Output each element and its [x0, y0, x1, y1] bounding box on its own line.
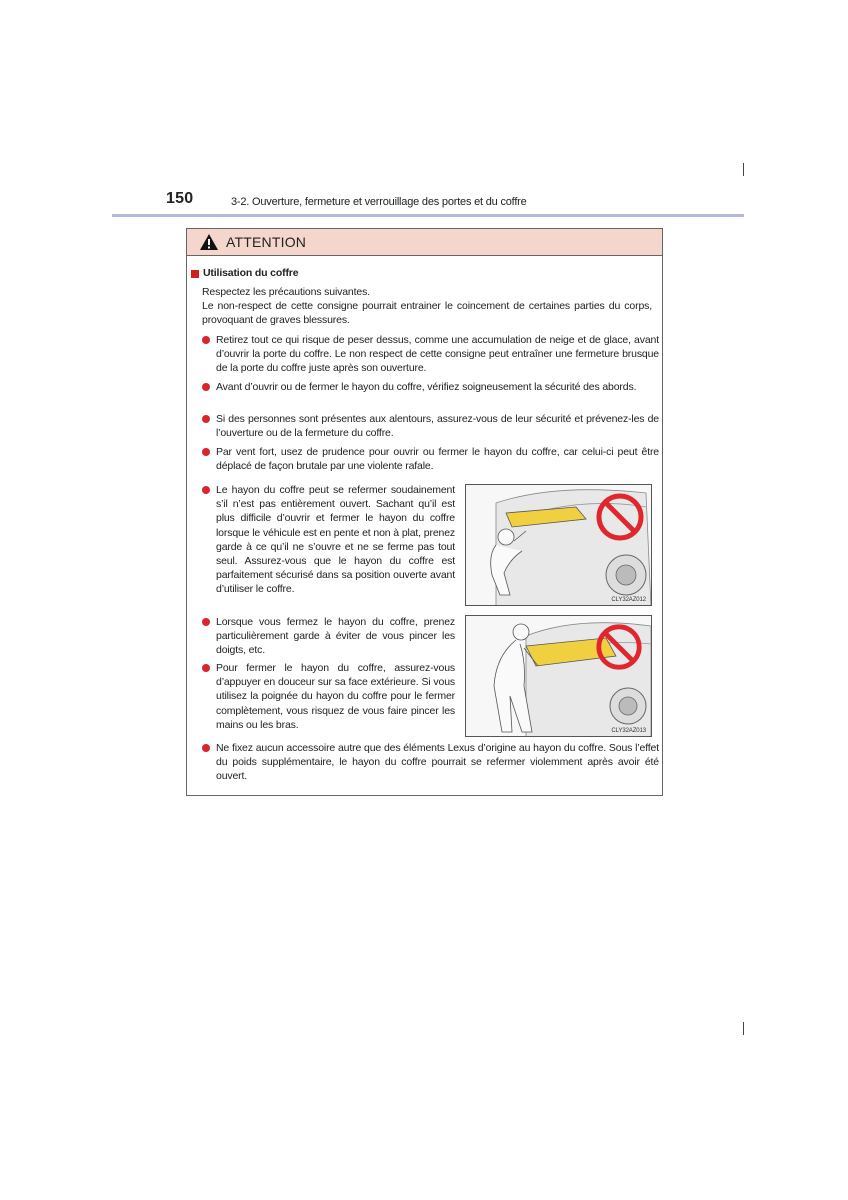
page-number: 150 [166, 190, 194, 207]
bullet-text: Lorsque vous fermez le hayon du coffre, prenez particulièrement garde à éviter de vous pincer les doigts, etc. [216, 616, 455, 657]
warning-title: ATTENTION [226, 234, 307, 250]
illustration-tailgate-opening [465, 484, 652, 606]
bullet-text: Pour fermer le hayon du coffre, assurez-vous d’appuyer en douceur sur sa face extérieure. Si vous utilisez la poignée du hayon du coffre pour le fermer complètement, vous risquez de vous faire pincer les mains ou les bras. [216, 662, 455, 731]
section-title: 3-2. Ouverture, fermeture et verrouillage des portes et du coffre [231, 196, 527, 208]
crop-mark-bottom [743, 1022, 744, 1035]
bullet-text: Avant d’ouvrir ou de fermer le hayon du coffre, vérifiez soigneusement la sécurité des abords. [216, 381, 637, 393]
crop-mark-top [743, 163, 744, 176]
bullet-text: Par vent fort, usez de prudence pour ouvrir ou fermer le hayon du coffre, car celui-ci peut être déplacé de façon brutale par une violente rafale. [216, 446, 659, 473]
bullet-text: Le hayon du coffre peut se refermer soudainement s’il n’est pas entièrement ouvert. Sachant qu’il est plus difficile d’ouvrir et fermer le hayon du coffre lorsque le véhicule est en pente et non à plat, prenez garde à ce qu’il ne s’ouvre et ne se ferme pas tout seul. Assurez-vous que le hayon du coffre est parfaitement sécurisé dans sa position ouverte avant d’utiliser le coffre. [216, 484, 455, 596]
warning-triangle-icon [199, 233, 219, 251]
bullet-dot [202, 336, 210, 344]
bullet-dot [202, 383, 210, 391]
bullet-dot [202, 486, 210, 494]
warning-subheading: Utilisation du coffre [203, 267, 299, 279]
bullet-dot [202, 448, 210, 456]
bullet-dot [202, 415, 210, 423]
intro-line-2: Le non-respect de cette consigne pourrait entrainer le coincement de certaines parties du corps, provoquant de graves blessures. [202, 300, 652, 327]
no-symbol-icon [594, 491, 646, 543]
header-rule [112, 214, 744, 217]
figure-code: CLY32AZ012 [611, 597, 646, 603]
bullet-text: Ne fixez aucun accessoire autre que des éléments Lexus d’origine au hayon du coffre. Sous l’effet du poids supplémentaire, le hayon du coffre pourrait se refermer violemment après avoir été ouvert. [216, 742, 659, 783]
bullet-dot [202, 744, 210, 752]
illustration-tailgate-closing [465, 615, 652, 737]
intro-line-1: Respectez les précautions suivantes. [202, 286, 370, 298]
intro-text [202, 285, 652, 328]
heading-square-marker [191, 270, 199, 278]
bullet-text: Si des personnes sont présentes aux alentours, assurez-vous de leur sécurité et prévenez-les de l’ouverture ou de la fermeture du coffre. [216, 413, 659, 440]
bullet-dot [202, 618, 210, 626]
warning-header [187, 229, 662, 256]
bullet-dot [202, 664, 210, 672]
figure-code: CLY32AZ013 [611, 728, 646, 734]
bullet-text: Retirez tout ce qui risque de peser dessus, comme une accumulation de neige et de glace, avant d’ouvrir la porte du coffre. Le non respect de cette consigne peut entraîner une fermeture brusque de la porte du coffre juste après son ouverture. [216, 334, 659, 375]
no-symbol-icon [594, 622, 644, 672]
